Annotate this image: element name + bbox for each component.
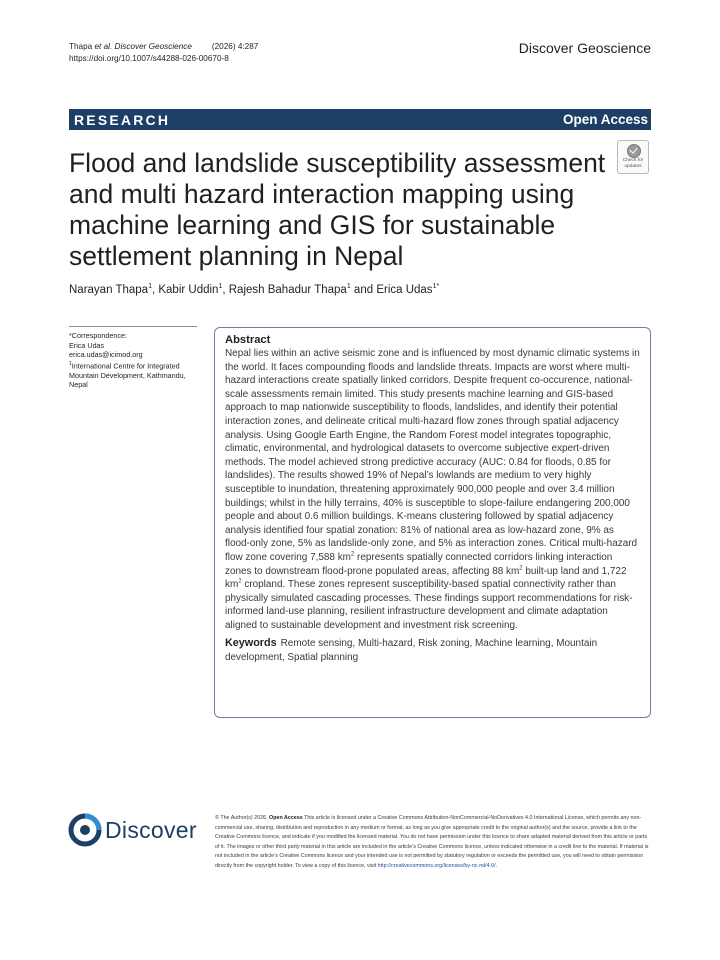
citation-authors: Thapa: [69, 42, 95, 51]
article-title: Flood and landslide susceptibility assessment and multi hazard interaction mapping using machine learning and GIS for sustainable settlement planning in Nepal: [69, 148, 606, 271]
citation-volume: (2026) 4:287: [211, 42, 259, 51]
check-updates-line2: updates: [624, 163, 642, 169]
license-copyright: © The Author(s) 2026.: [215, 815, 270, 821]
abstract-text-part: cropland. These zones represent susceptibility-based spatial connectivity rather than physically simulated cascading processes. These findings support recommendations for risk-informed land-use planning, resilient infrastructure development and climate adaptation aligned to sustainable development and investment risk screening.: [225, 579, 633, 631]
doi-link[interactable]: https://doi.org/10.1007/s44288-026-00670-8: [69, 54, 229, 63]
superscript: 2: [350, 551, 355, 558]
author-name[interactable]: Rajesh Bahadur Thapa: [228, 283, 347, 296]
author-affiliation-sup: 1*: [432, 283, 440, 290]
abstract-box: [214, 327, 651, 718]
abstract-text: [225, 347, 640, 632]
license-open-access: Open Access: [269, 815, 303, 821]
check-mark-icon: [627, 144, 641, 158]
correspondence-divider: [69, 326, 197, 327]
author-name[interactable]: Erica Udas: [376, 283, 433, 296]
correspondence-name: Erica Udas: [69, 340, 105, 350]
journal-name: Discover Geoscience: [518, 40, 651, 56]
citation-journal: Discover Geoscience: [112, 42, 192, 51]
author-affiliation-sup: 1: [218, 283, 223, 290]
license-end: .: [495, 862, 498, 869]
author-name[interactable]: Kabir Uddin: [158, 283, 219, 296]
superscript: 2: [519, 565, 523, 572]
affiliation-sup: 1: [69, 360, 72, 367]
abstract-text-part: represents spatially connected corridors linking interaction zones to downstream flood-prone populated areas, affecting 88 km: [225, 551, 613, 577]
superscript: 2: [238, 578, 242, 585]
open-access-label: Open Access: [562, 112, 648, 127]
check-updates-line1: Check for: [622, 158, 644, 163]
correspondence-email[interactable]: erica.udas@icimod.org: [69, 350, 143, 360]
keywords-list: Remote sensing, Multi-hazard, Risk zoning, Machine learning, Mountain development, Spatial planning: [225, 638, 598, 664]
discover-logo: [68, 813, 197, 847]
correspondence-block: [69, 331, 204, 390]
author-name[interactable]: Narayan Thapa: [69, 283, 149, 296]
keywords-label: Keywords: [225, 637, 277, 650]
license-text: [215, 814, 653, 871]
article-type-banner: [69, 109, 651, 130]
citation-header: [69, 41, 258, 65]
author-list: Narayan Thapa$^1$, Kabir Uddin$^1$, Rajesh Bahadur Thapa$^1$ and Erica Udas$^{1*}$: [69, 283, 440, 296]
author-affiliation-sup: 1: [346, 283, 351, 290]
discover-logo-text: Discover: [105, 816, 197, 843]
author-affiliation-sup: 1: [148, 283, 152, 290]
abstract-heading: Abstract: [225, 334, 271, 346]
license-link[interactable]: http://creativecommons.org/licenses/by-nc-nd/4.0/: [377, 862, 496, 869]
citation-etal: et al.: [94, 42, 113, 51]
affiliation-text: International Centre for Integrated Mountain Development, Kathmandu, Nepal: [69, 361, 186, 390]
abstract-text-part: built-up land and 1,722 km: [225, 565, 627, 591]
license-body: This article is licensed under a Creative Commons Attribution-NonCommercial-NoDerivatives 4.0 International License, which permits any non-commercial use, sharing, distribution and reproduction in any medium or format, as long as you give appropriate credit to the original author(s) and the source, provide a link to the Creative Commons licence, and indicate if you modified the licensed material. You do not have permission under this licence to share adapted material derived from this article or parts of it. The images or other third party material in this article are included in the article’s Creative Commons licence, unless indicated otherwise in a credit line to the material. If material is not included in the article’s Creative Commons licence and your intended use is not permitted by statutory regulation or exceeds the permitted use, you will need to obtain permission directly from the copyright holder. To view a copy of this licence, visit: [215, 815, 649, 869]
check-for-updates-button[interactable]: [617, 140, 649, 174]
keywords: [225, 637, 640, 664]
discover-logo-icon: [68, 813, 102, 847]
abstract-text-part: Nepal lies within an active seismic zone and is influenced by most dynamic climatic systems in the world. It faces compounding floods and landslide threats. Impacts are worst where multi-hazard interactions create spatially linked corridors. Despite frequent co-occurence, national-scale assessments remain limited. This study presents machine learning and GIS-based approach to map nationwide susceptibility to floods, landslides, and identify their potential interaction zones, and delineate critical multi-hazard flow zones through spatial adjacency analysis. Using Google Earth Engine, the Random Forest model integrates topographic, climatic, environmental, and hydrological datasets to overcome subjective expert-driven methods. The model achieved strong predictive accuracy (AUC: 0.84 for floods, 0.85 for landslides). The results showed 19% of Nepal’s lowlands are medium to very highly susceptible to inundation, threatening approximately 900,000 people and over 3.4 million buildings; whilst in the hilly terrains, 40% is susceptible to slope-failure endangering 200,000 people and about 0.6 million buildings. K-means clustering followed by spatial adjacency analysis identified four spatial zonation: 81% of national area as low-hazard zone, 9% as flood-only zone, 5% as landslide-only zone, and 5% as interaction zones. Critical multi-hazard flow zone covering 7,588 km: [225, 348, 640, 563]
article-type-label: RESEARCH: [74, 111, 171, 128]
correspondence-label: *Correspondence:: [69, 331, 127, 340]
